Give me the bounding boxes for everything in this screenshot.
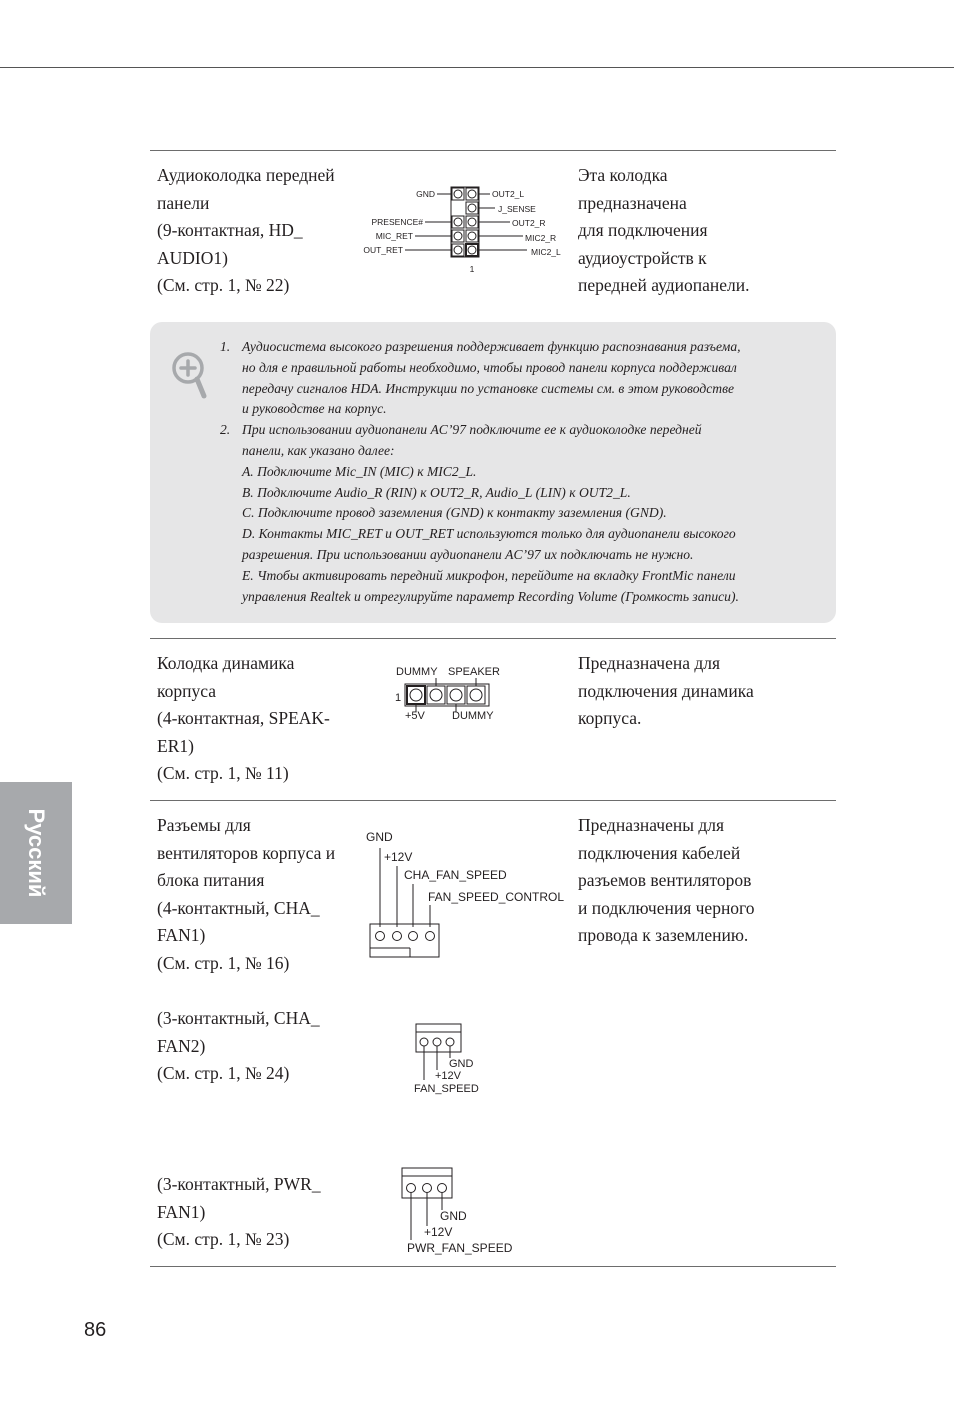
section-rule (150, 638, 836, 639)
pin-label-gnd: GND (416, 189, 435, 199)
language-tab-label: Русский (24, 808, 49, 898)
pin-label-presence: PRESENCE# (371, 217, 423, 227)
language-side-tab (0, 782, 72, 924)
pin-label-12v: +12V (435, 1070, 461, 1082)
page-number: 86 (84, 1319, 107, 1341)
speaker-header-purpose: Предназначена для подключения динамика корпуса. (578, 653, 754, 728)
pwr-fan1-description: (3-контактный, PWR_ FAN1) (См. стр. 1, № 23) (157, 1174, 321, 1249)
speaker-pinout-diagram (390, 660, 520, 725)
pin-label-12v: +12V (384, 850, 413, 864)
pin-label-out-ret: OUT_RET (363, 245, 403, 255)
note-line: A. Подключите Mic_IN (MIC) к MIC2_L. (242, 463, 477, 479)
pwr-fan1-pinout-diagram (395, 1162, 525, 1257)
section-rule (150, 1266, 836, 1267)
pin-one-marker: 1 (469, 264, 475, 274)
pin-one-marker: 1 (395, 692, 402, 704)
note-line: E. Чтобы активировать передний микрофон, перейдите на вкладку FrontMic панели (242, 567, 736, 583)
fan-header-purpose: Предназначены для подключения кабелей разъемов вентиляторов и подключения черного провода к заземлению. (578, 815, 755, 945)
pin-label-gnd: GND (449, 1058, 474, 1070)
note-line: Аудиосистема высокого разрешения поддерживает функцию распознавания разъема, (242, 339, 741, 354)
note-number: 2. (220, 422, 231, 438)
note-number: 1. (220, 339, 231, 354)
pin-label-j-sense: J_SENSE (498, 204, 536, 214)
fan-header-description: Разъемы для вентиляторов корпуса и блока питания (4-контактный, CHA_ FAN1) (См. стр. 1, № 16) (157, 815, 336, 973)
pin-label-5v: +5V (405, 710, 425, 722)
pin-label-fan-speed: FAN_SPEED (414, 1083, 479, 1095)
pin-label-out2-l: OUT2_L (492, 189, 525, 199)
cha-fan2-description: (3-контактный, CHA_ FAN2) (См. стр. 1, № 24) (157, 1008, 320, 1083)
note-line: D. Контакты MIC_RET и OUT_RET используются только для аудиопанели высокого (242, 526, 736, 542)
note-line: передачу сигналов HDA. Инструкции по установке системы см. в этом руководстве (242, 380, 735, 396)
note-line: При использовании аудиопанели AC’97 подключите ее к аудиоколодке передней (242, 422, 702, 438)
speaker-header-description: Колодка динамика корпуса (4-контактная, SPEAK- ER1) (См. стр. 1, № 11) (157, 653, 330, 783)
pin-label-dummy-bottom: DUMMY (452, 710, 494, 722)
pin-label-pwr-fan-speed: PWR_FAN_SPEED (407, 1241, 513, 1255)
note-line: B. Подключите Audio_R (RIN) к OUT2_R, Audio_L (LIN) к OUT2_L. (242, 484, 631, 500)
hd-audio-pinout-diagram (355, 182, 575, 280)
top-rule (0, 67, 954, 68)
note-text (220, 337, 820, 607)
section-rule (150, 800, 836, 801)
audio-header-description: Аудиоколодка передней панели (9-контактная, HD_ AUDIO1) (См. стр. 1, № 22) (157, 165, 335, 295)
magnifier-icon (168, 348, 212, 402)
pin-label-mic2-r: MIC2_R (525, 233, 557, 243)
note-line: разрешения. При использовании аудиопанели AC’97 их подключать не нужно. (242, 547, 694, 562)
note-line: но для е правильной работы необходимо, чтобы провод панели корпуса поддерживал (242, 359, 737, 375)
pin-label-speaker: SPEAKER (448, 666, 500, 678)
pin-label-dummy-top: DUMMY (396, 666, 438, 678)
cha-fan2-pinout-diagram (405, 1018, 505, 1098)
audio-header-purpose: Эта колодка предназначена для подключения аудиоустройств к передней аудиопанели. (578, 165, 750, 295)
pin-label-mic2-l: MIC2_L (531, 247, 561, 257)
pin-label-12v: +12V (424, 1225, 453, 1239)
pin-label-gnd: GND (440, 1209, 467, 1223)
note-line: C. Подключите провод заземления (GND) к контакту заземления (GND). (242, 505, 667, 521)
pin-label-mic-ret: MIC_RET (375, 231, 413, 241)
note-line: управления Realtek и отрегулируйте параметр Recording Volume (Громкость записи). (242, 588, 739, 604)
section-rule (150, 150, 836, 151)
pin-label-cha-fan-speed: CHA_FAN_SPEED (404, 868, 507, 882)
pin-label-fan-speed-control: FAN_SPEED_CONTROL (428, 890, 565, 904)
cha-fan1-pinout-diagram (360, 826, 575, 962)
pin-label-gnd: GND (366, 830, 393, 844)
note-line: панели, как указано далее: (242, 443, 395, 458)
pin-label-out2-r: OUT2_R (512, 218, 546, 228)
note-line: и руководстве на корпус. (242, 401, 387, 417)
